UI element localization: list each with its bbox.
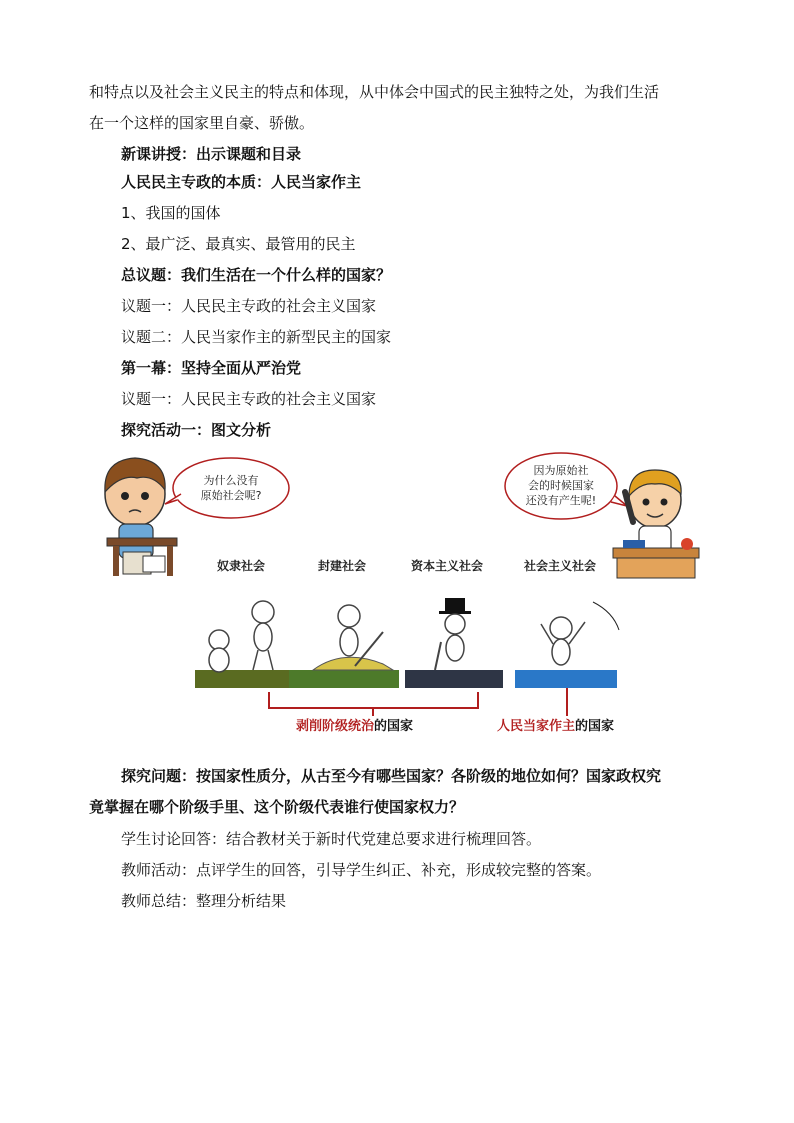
socialist-figure <box>541 602 619 665</box>
outline-item-1: 1、我国的国体 <box>121 204 221 222</box>
slave-figures <box>209 601 274 672</box>
question-line-1: 探究问题：按国家性质分，从古至今有哪些国家？各阶级的地位如何？国家政权究 <box>121 767 662 785</box>
new-lesson-heading: 新课讲授：出示课题和目录 <box>121 145 302 163</box>
essence-heading: 人民民主专政的本质：人民当家作主 <box>121 173 362 191</box>
bubble-right-line-3: 还没有产生呢! <box>525 494 597 507</box>
topic-1-repeat: 议题一：人民民主专政的社会主义国家 <box>121 390 377 408</box>
intro-line-2: 在一个这样的国家里自豪、骄傲。 <box>89 114 315 132</box>
question-line-2: 竟掌握在哪个阶级手里、这个阶级代表谁行使国家权力？ <box>89 798 465 816</box>
bubble-right-line-2: 会的时候国家 <box>528 479 594 492</box>
teacher-activity: 教师活动：点评学生的回答，引导学生纠正、补充，形成较完整的答案。 <box>121 861 602 879</box>
student-discussion: 学生讨论回答：结合教材关于新时代党建总要求进行梳理回答。 <box>121 830 542 848</box>
stage-label-slave: 奴隶社会 <box>216 559 266 573</box>
bubble-left-line-1: 为什么没有 <box>203 474 259 487</box>
right-speech-bubble <box>505 453 627 519</box>
caption-people-master: 人民当家作主的国家 <box>497 719 615 734</box>
topic-2: 议题二：人民当家作主的新型民主的国家 <box>121 328 392 346</box>
activity-1-heading: 探究活动一：图文分析 <box>121 421 272 439</box>
capitalist-figure <box>435 598 471 670</box>
feudal-figure <box>313 605 393 670</box>
left-student-illustration <box>105 458 177 576</box>
capitalist-society-block <box>405 670 503 688</box>
stage-label-capitalist: 资本主义社会 <box>410 559 484 573</box>
left-speech-bubble <box>165 458 289 518</box>
right-student-illustration <box>613 470 699 578</box>
topic-1: 议题一：人民民主专政的社会主义国家 <box>121 297 377 315</box>
exploiting-class-bracket <box>269 692 478 708</box>
slave-society-block <box>195 670 289 688</box>
stage-label-socialist: 社会主义社会 <box>523 559 597 573</box>
bubble-left-line-2: 原始社会呢? <box>200 489 262 502</box>
society-types-illustration <box>93 452 705 742</box>
caption-exploiting-class: 剥削阶级统治的国家 <box>296 719 414 734</box>
general-topic: 总议题：我们生活在一个什么样的国家？ <box>121 266 392 284</box>
act-1-heading: 第一幕：坚持全面从严治党 <box>121 359 302 377</box>
bubble-right-line-1: 因为原始社 <box>533 464 589 477</box>
feudal-society-block <box>289 670 399 688</box>
intro-line-1: 和特点以及社会主义民主的特点和体现，从中体会中国式的民主独特之处，为我们生活 <box>89 83 660 101</box>
socialist-society-block <box>515 670 617 688</box>
outline-item-2: 2、最广泛、最真实、最管用的民主 <box>121 235 356 253</box>
stage-label-feudal: 封建社会 <box>317 559 367 573</box>
teacher-summary: 教师总结：整理分析结果 <box>121 892 287 910</box>
